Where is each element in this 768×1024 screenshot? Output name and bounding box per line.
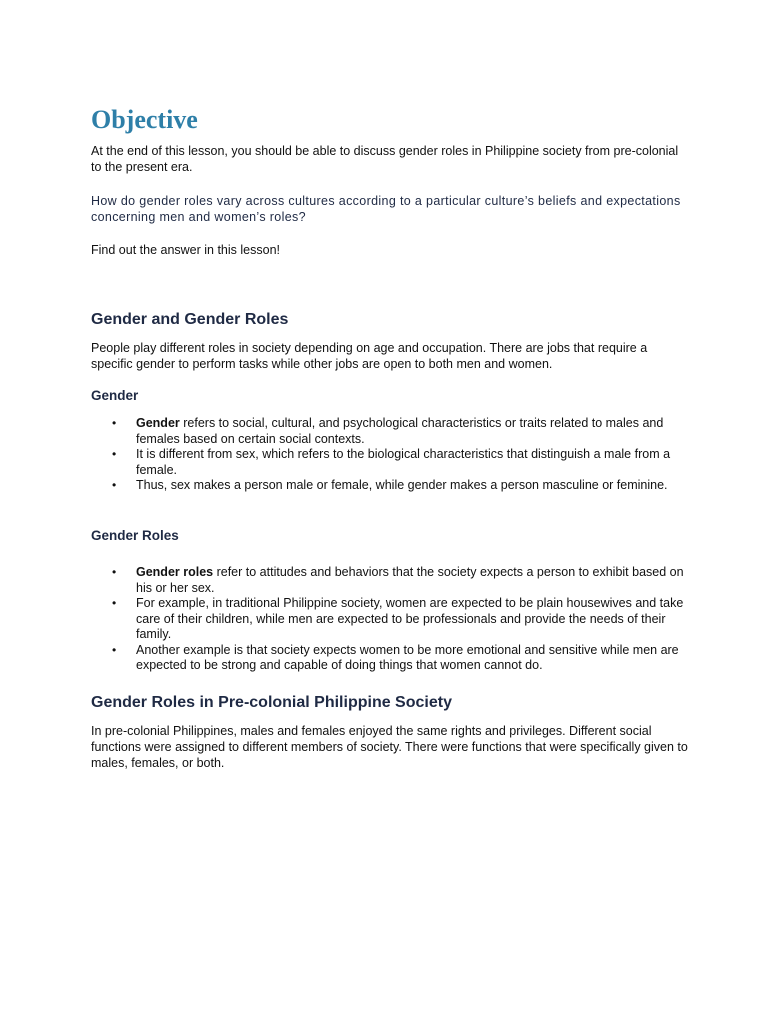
item-text: It is different from sex, which refers to the biological characteristics that distinguish a male from a female. [136,447,671,477]
list-item [91,596,691,643]
item-text: Thus, sex makes a person male or female, while gender makes a person masculine or feminine. [136,478,668,492]
bullet-icon: • [112,416,117,430]
bullet-icon: • [112,447,117,461]
item-text: Another example is that society expects women to be more emotional and sensitive while men are expected to be strong and capable of doing things that women cannot do. [136,642,679,672]
objective-intro: At the end of this lesson, you should be able to discuss gender roles in Philippine society from pre-colonial to the present era. [91,144,679,174]
list-item [91,565,691,596]
term-bold: Gender roles [136,565,214,579]
bullet-icon: • [112,565,117,579]
item-text: For example, in traditional Philippine society, women are expected to be plain housewives and take care of their children, while men are expected to be professionals and provide the needs of their family. [136,596,684,641]
bullet-icon: • [112,596,117,610]
list-item [91,643,691,674]
gender-list [91,416,691,494]
list-item [91,416,691,447]
objective-cta: Find out the answer in this lesson! [91,243,280,257]
objective-title: Objective [91,105,198,134]
subheading-gender-roles: Gender Roles [91,528,179,543]
gender-roles-list [91,565,691,674]
bullet-icon: • [112,478,117,492]
objective-question: How do gender roles vary across cultures according to a particular culture’s beliefs and expectations concerning men and women’s roles? [91,194,681,224]
term-bold: Gender [136,416,180,430]
list-item [91,447,691,478]
bullet-icon: • [112,642,117,657]
subheading-gender: Gender [91,388,139,403]
list-item [91,478,691,494]
section-heading-gender-and-roles: Gender and Gender Roles [91,311,289,328]
gender-and-roles-intro: People play different roles in society depending on age and occupation. There are jobs that require a specific gender to perform tasks while other jobs are open to both men and women. [91,341,648,371]
precolonial-text: In pre-colonial Philippines, males and females enjoyed the same rights and privileges. Different social functions were assigned to different members of society. There were functions that were specifically given to males, females, or both. [91,724,688,770]
item-text: refers to social, cultural, and psychological characteristics or traits related to males and females based on certain social contexts. [136,416,664,446]
section-heading-precolonial: Gender Roles in Pre-colonial Philippine Society [91,694,452,711]
item-text: refer to attitudes and behaviors that the society expects a person to exhibit based on his or her sex. [136,565,684,595]
